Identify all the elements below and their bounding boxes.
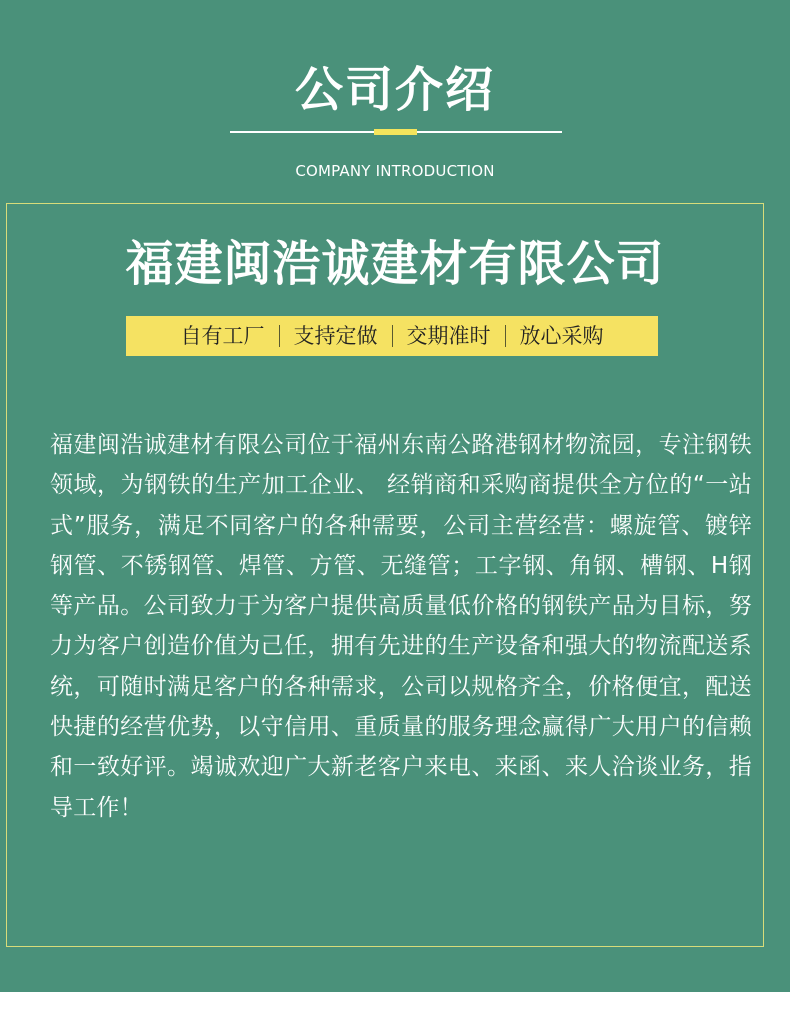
company-name: 福建闽浩诚建材有限公司 <box>125 236 665 292</box>
company-description: 福建闽浩诚建材有限公司位于福州东南公路港钢材物流园，专注钢铁领域，为钢铁的生产加工企业、 经销商和采购商提供全方位的“一站式”服务，满足不同客户的各种需要，公司主营经营：螺旋管、镀锌钢管、不锈钢管、焊管、方管、无缝管；工字钢、角钢、槽钢、H钢等产品。公司致力于为客户提供高质量低价格的钢铁产品为目标，努力为客户创造价值为己任，拥有先进的生产设备和强大的物流配送系统，可随时满足客户的各种需求，公司以规格齐全，价格便宜，配送快捷的经营优势，以守信用、重质量的服务理念赢得广大用户的信赖和一致好评。竭诚欢迎广大新老客户来电、来函、来人洽谈业务，指导工作！ <box>50 432 752 821</box>
section-subtitle: COMPANY INTRODUCTION <box>295 162 495 180</box>
title-divider-accent <box>374 129 417 135</box>
tag-on-time-delivery: 交期准时 <box>406 324 491 348</box>
tag-custom-made: 支持定做 <box>293 324 378 348</box>
tag-own-factory: 自有工厂 <box>180 324 265 348</box>
section-title: 公司介绍 <box>294 62 495 118</box>
tag-worry-free-purchase: 放心采购 <box>519 324 604 348</box>
feature-tag-bar <box>126 316 658 356</box>
